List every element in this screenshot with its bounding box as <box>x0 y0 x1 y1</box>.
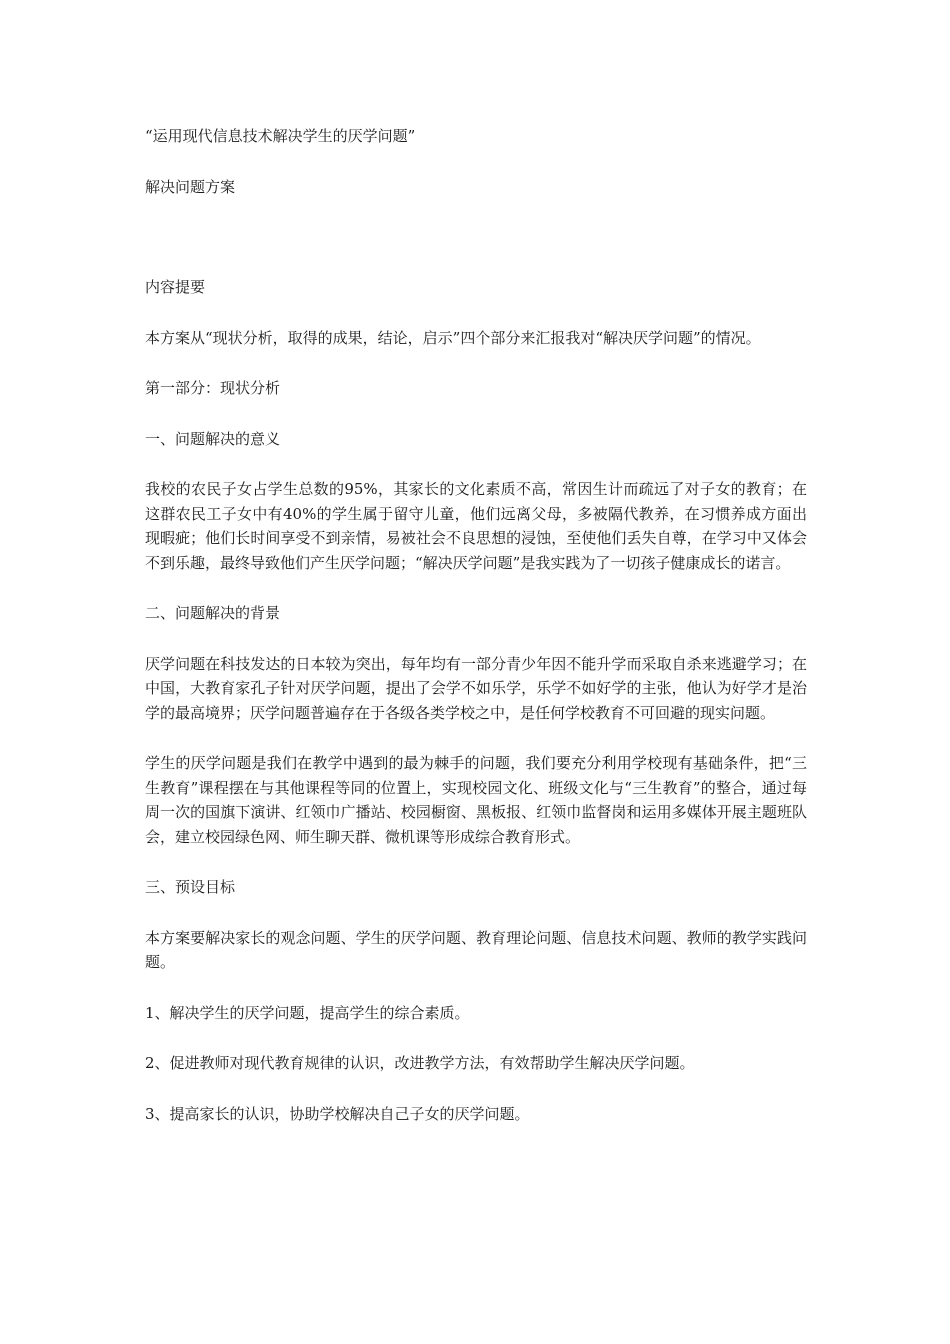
goal-item: 1、解决学生的厌学问题，提高学生的综合素质。 <box>145 1003 470 1022</box>
section1-heading: 一、问题解决的意义 <box>145 429 281 448</box>
abstract-heading: 内容提要 <box>145 278 206 296</box>
goal-item: 3、提高家长的认识，协助学校解决自己子女的厌学问题。 <box>145 1104 530 1123</box>
abstract-text: 本方案从“现状分析，取得的成果，结论，启示”四个部分来汇报我对“解决厌学问题”的情况。 <box>145 328 761 347</box>
section2-paragraph-1: 厌学问题在科技发达的日本较为突出，每年均有一部分青少年因不能升学而采取自杀来逃避学习；在中国，大教育家孔子针对厌学问题，提出了会学不如乐学，乐学不如好学的主张，他认为好学才是治学的最高境界；厌学问题普遍存在于各级各类学校之中，是任何学校教育不可回避的现实问题。 <box>145 654 807 722</box>
section1-paragraph: 我校的农民子女占学生总数的95%，其家长的文化素质不高，常因生计而疏远了对子女的教育；在这群农民工子女中有40%的学生属于留守儿童，他们远离父母，多被隔代教养，在习惯养成方面出现暇疵；他们长时间享受不到亲情，易被社会不良思想的浸蚀，至使他们丢失自尊，在学习中又体会不到乐趣，最终导致他们产生厌学问题；“解决厌学问题”是我实践为了一切孩子健康成长的诺言。 <box>145 480 807 572</box>
part1-heading: 第一部分：现状分析 <box>145 379 281 397</box>
document-title: “运用现代信息技术解决学生的厌学问题” <box>145 127 416 145</box>
goal-item: 2、促进教师对现代教育规律的认识，改进教学方法，有效帮助学生解决厌学问题。 <box>145 1054 695 1072</box>
section3-heading: 三、预设目标 <box>145 878 236 896</box>
section3-paragraph: 本方案要解决家长的观念问题、学生的厌学问题、教育理论问题、信息技术问题、教师的教学实践问题。 <box>145 928 807 971</box>
document-subtitle: 解决问题方案 <box>145 177 236 196</box>
section2-paragraph-2: 学生的厌学问题是我们在教学中遇到的最为棘手的问题，我们要充分利用学校现有基础条件，把“三生教育”课程摆在与其他课程等同的位置上，实现校园文化、班级文化与“三生教育”的整合，通过每周一次的国旗下演讲、红领巾广播站、校园橱窗、黑板报、红领巾监督岗和运用多媒体开展主题班队会，建立校园绿色网、师生聊天群、微机课等形成综合教育形式。 <box>145 754 807 846</box>
document-page <box>145 124 807 1126</box>
section2-heading: 二、问题解决的背景 <box>145 604 281 622</box>
